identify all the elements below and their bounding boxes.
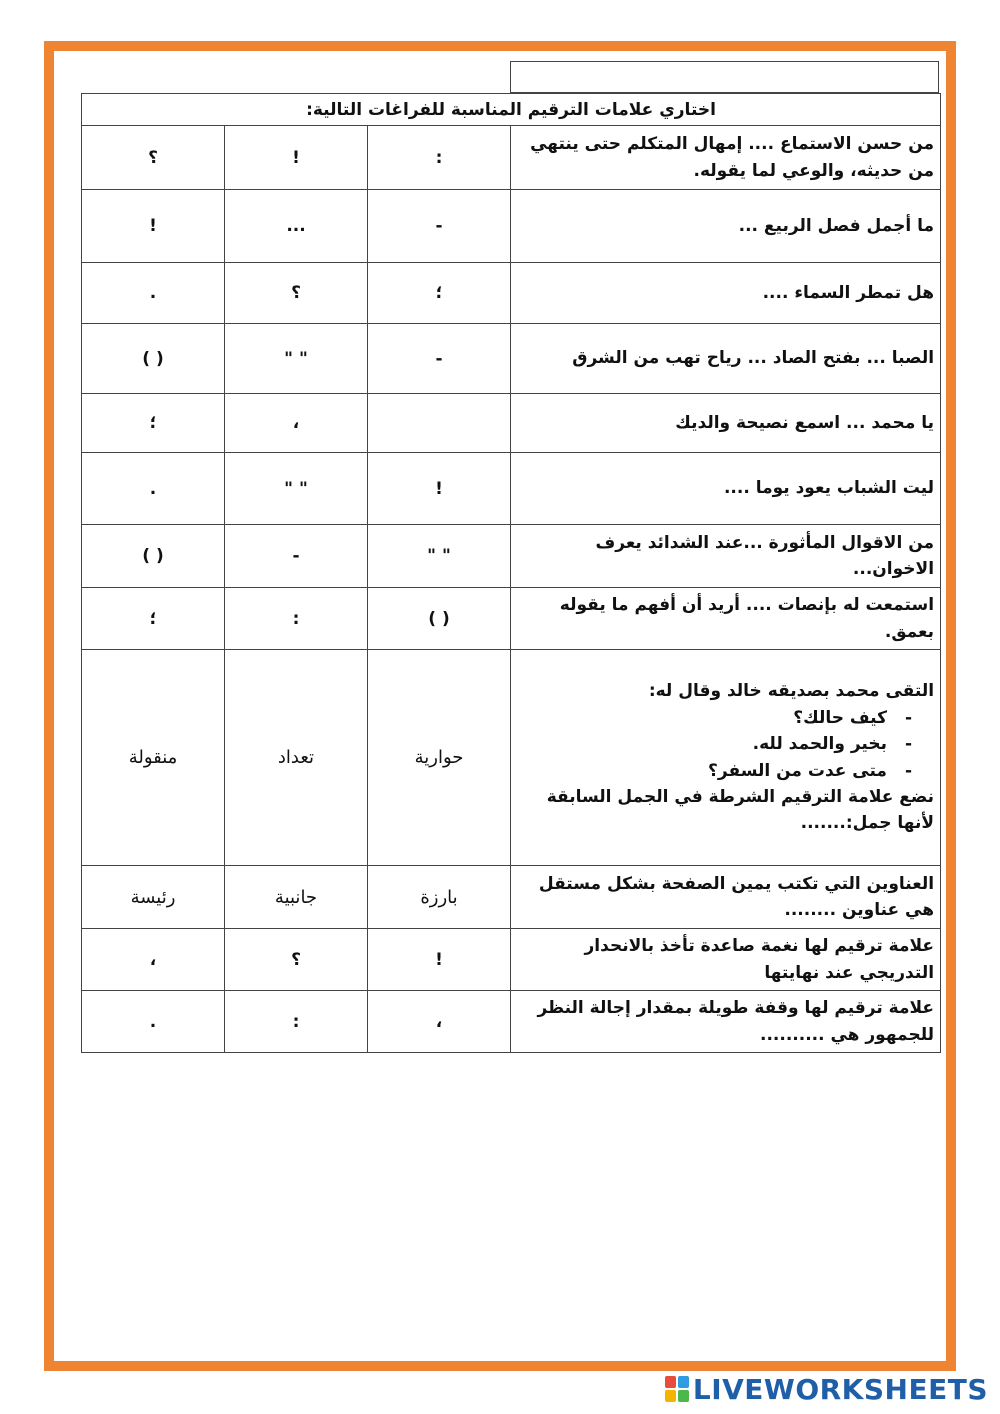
option-3[interactable]: . [82,453,225,525]
liveworksheets-brand[interactable] [665,1374,988,1404]
option-1[interactable]: ، [368,991,511,1053]
question-row [82,525,941,588]
option-1[interactable]: ! [368,929,511,991]
question-row [82,324,941,394]
question-text: من الاقوال المأثورة ...عند الشدائد يعرف الاخوان... [511,525,941,588]
option-2[interactable]: ! [225,126,368,190]
dialogue-line: - بخير والحمد لله. [517,731,934,757]
question-row [82,866,941,929]
question-row [82,263,941,324]
option-3[interactable]: رئيسة [82,866,225,929]
question-text: العناوين التي تكتب يمين الصفحة بشكل مستقل هي عناوين ........ [511,866,941,929]
liveworksheets-logo-icon [665,1376,689,1402]
option-3[interactable]: . [82,991,225,1053]
option-3[interactable]: ؛ [82,588,225,650]
option-2[interactable]: جانبية [225,866,368,929]
name-box [510,61,939,93]
option-3[interactable]: ( ) [82,525,225,588]
question-text: علامة ترقيم لها نغمة صاعدة تأخذ بالانحدار التدريجي عند نهايتها [511,929,941,991]
option-1[interactable] [368,394,511,453]
question-text: هل تمطر السماء .... [511,263,941,324]
dialogue-outro: نضع علامة الترقيم الشرطة في الجمل السابقة لأنها جمل:....... [546,786,935,834]
instruction-heading: اختاري علامات الترقيم المناسبة للفراغات التالية: [82,94,941,126]
dialogue-line: - متى عدت من السفر؟ [517,758,934,784]
option-2[interactable]: - [225,525,368,588]
option-1[interactable]: بارزة [368,866,511,929]
option-3[interactable]: منقولة [82,650,225,866]
option-2[interactable]: " " [225,324,368,394]
option-1[interactable]: ؛ [368,263,511,324]
question-text: يا محمد ... اسمع نصيحة والديك [511,394,941,453]
question-text: علامة ترقيم لها وقفة طويلة بمقدار إجالة النظر للجمهور هي .......... [511,991,941,1053]
question-row [82,190,941,263]
option-2[interactable]: " " [225,453,368,525]
option-2[interactable]: ؟ [225,929,368,991]
dialogue-row [82,650,941,866]
option-2[interactable]: : [225,588,368,650]
option-1[interactable]: ! [368,453,511,525]
question-row [82,991,941,1053]
option-2[interactable]: ... [225,190,368,263]
question-row [82,929,941,991]
brand-text: LIVEWORKSHEETS [692,1372,988,1406]
option-3[interactable]: ! [82,190,225,263]
option-2[interactable]: : [225,991,368,1053]
question-row [82,394,941,453]
question-row [82,453,941,525]
option-3[interactable]: . [82,263,225,324]
option-1[interactable]: - [368,324,511,394]
dialogue-question [511,650,941,866]
option-2[interactable]: ؟ [225,263,368,324]
question-text: الصبا ... بفتح الصاد ... رياح تهب من الشرق [511,324,941,394]
option-1[interactable]: " " [368,525,511,588]
question-text: ما أجمل فصل الربيع ... [511,190,941,263]
question-row [82,126,941,190]
option-3[interactable]: ( ) [82,324,225,394]
question-row [82,588,941,650]
dialogue-intro: التقى محمد بصديقه خالد وقال له: [648,681,935,702]
question-text: استمعت له بإنصات .... أريد أن أفهم ما يقوله بعمق. [511,588,941,650]
option-1[interactable]: ( ) [368,588,511,650]
question-text: من حسن الاستماع .... إمهال المتكلم حتى ينتهي من حديثه، والوعي لما يقوله. [511,126,941,190]
option-3[interactable]: ، [82,929,225,991]
option-2[interactable]: ، [225,394,368,453]
option-1[interactable]: حوارية [368,650,511,866]
option-1[interactable]: - [368,190,511,263]
option-2[interactable]: تعداد [225,650,368,866]
dialogue-line: - كيف حالك؟ [517,705,934,731]
option-3[interactable]: ؟ [82,126,225,190]
question-text: ليت الشباب يعود يوما .... [511,453,941,525]
option-1[interactable]: : [368,126,511,190]
worksheet-table [81,93,941,1053]
option-3[interactable]: ؛ [82,394,225,453]
